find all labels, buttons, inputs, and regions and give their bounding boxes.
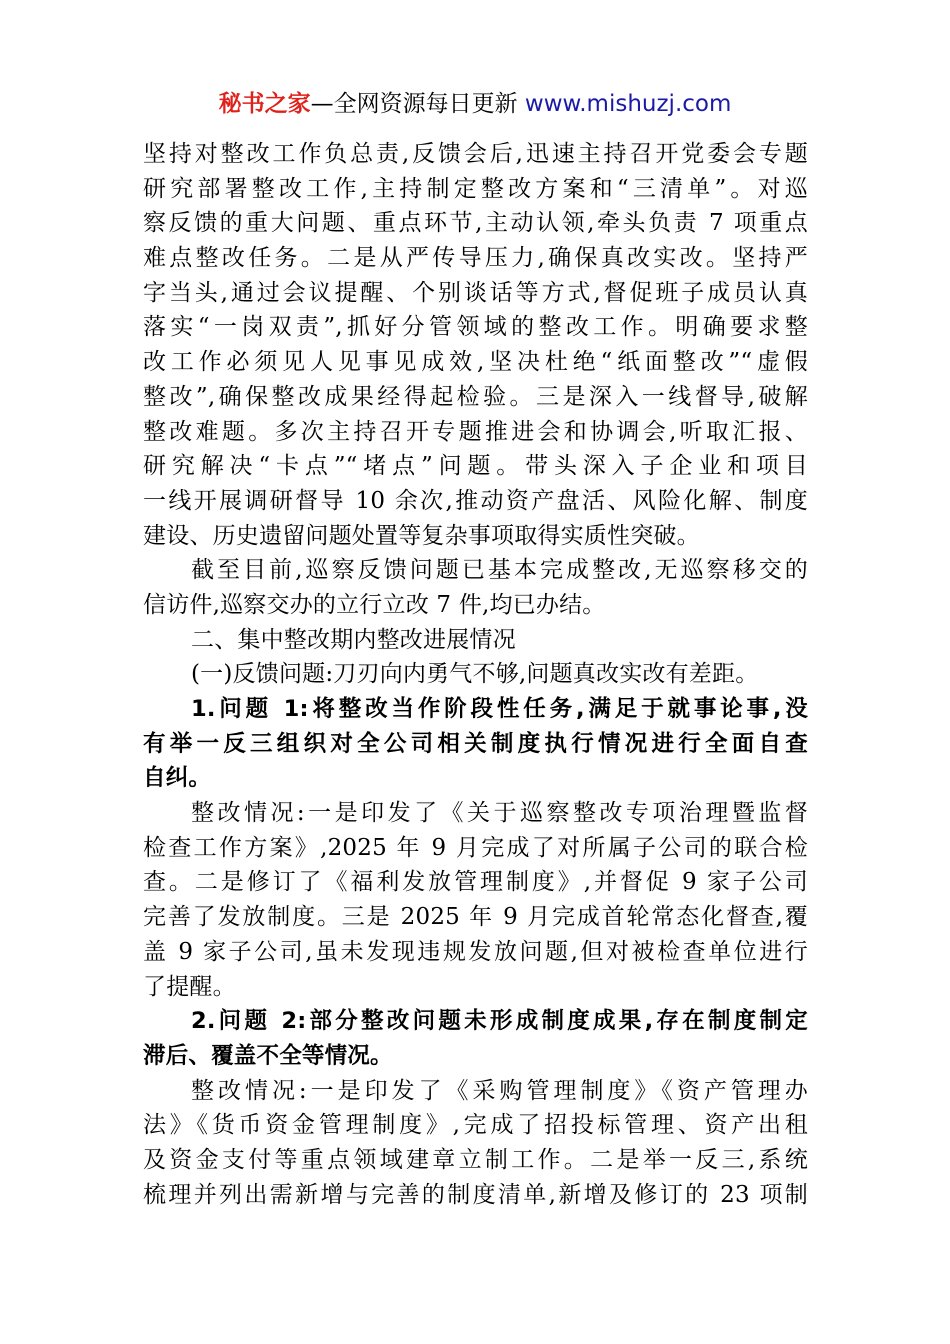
issue-heading: 1.问题 1:将整改当作阶段性任务,满足于就事论事,没 [191, 696, 808, 722]
text-line: 梳理并列出需新增与完善的制度清单,新增及修订的 23 项制 [143, 1181, 808, 1208]
subsection-heading: (一)反馈问题:刀刃向内勇气不够,问题真改实改有差距。 [191, 661, 759, 688]
text-line: 研究解决“卡点”“堵点”问题。带头深入子企业和项目 [143, 453, 808, 480]
text-line: 察反馈的重大问题、重点环节,主动认领,牵头负责 7 项重点 [143, 210, 808, 237]
text-line: 整改难题。多次主持召开专题推进会和协调会,听取汇报、 [143, 418, 808, 445]
section-heading: 二、集中整改期内整改进展情况 [191, 626, 516, 653]
text-line: 落实“一岗双责”,抓好分管领域的整改工作。明确要求整 [143, 314, 808, 341]
issue-heading: 有举一反三组织对全公司相关制度执行情况进行全面自查 [143, 730, 808, 757]
header-slogan: —全网资源每日更新 [310, 91, 525, 117]
text-line: 难点整改任务。二是从严传导压力,确保真改实改。坚持严 [143, 245, 808, 272]
text-line: 一线开展调研督导 10 余次,推动资产盘活、风险化解、制度 [143, 487, 808, 514]
text-line: 改工作必须见人见事见成效,坚决杜绝“纸面整改”“虚假 [143, 349, 808, 376]
text-line: 查。二是修订了《福利发放管理制度》,并督促 9 家子公司 [143, 869, 808, 896]
text-line: 了提醒。 [143, 973, 236, 1000]
text-line: 整改情况:一是印发了《关于巡察整改专项治理暨监督 [191, 800, 808, 827]
text-line: 完善了发放制度。三是 2025 年 9 月完成首轮常态化督查,覆 [143, 904, 808, 931]
header-brand: 秘书之家 [218, 91, 311, 117]
page-header [0, 86, 950, 122]
text-line: 截至目前,巡察反馈问题已基本完成整改,无巡察移交的 [191, 557, 808, 584]
issue-heading: 滞后、覆盖不全等情况。 [143, 1042, 393, 1069]
text-line: 坚持对整改工作负总责,反馈会后,迅速主持召开党委会专题 [143, 141, 808, 167]
text-line: 整改情况:一是印发了《采购管理制度》《资产管理办 [191, 1077, 808, 1104]
header-url-link[interactable]: www.mishuzj.com [524, 91, 732, 117]
document-body [143, 137, 808, 1212]
text-line: 信访件,巡察交办的立行立改 7 件,均已办结。 [143, 591, 606, 618]
issue-heading: 2.问题 2:部分整改问题未形成制度成果,存在制度制定 [191, 1008, 808, 1035]
text-line: 检查工作方案》,2025 年 9 月完成了对所属子公司的联合检 [143, 834, 808, 861]
text-line: 研究部署整改工作,主持制定整改方案和“三清单”。对巡 [143, 175, 808, 202]
text-line: 及资金支付等重点领域建章立制工作。二是举一反三,系统 [143, 1146, 808, 1173]
text-line: 盖 9 家子公司,虽未发现违规发放问题,但对被检查单位进行 [143, 938, 808, 965]
issue-heading: 自纠。 [143, 765, 212, 792]
text-line: 法》《货币资金管理制度》,完成了招投标管理、资产出租 [143, 1112, 808, 1139]
text-line: 字当头,通过会议提醒、个别谈话等方式,督促班子成员认真 [143, 279, 808, 306]
text-line: 整改”,确保整改成果经得起检验。三是深入一线督导,破解 [143, 383, 808, 410]
text-line: 建设、历史遗留问题处置等复杂事项取得实质性突破。 [143, 522, 700, 549]
